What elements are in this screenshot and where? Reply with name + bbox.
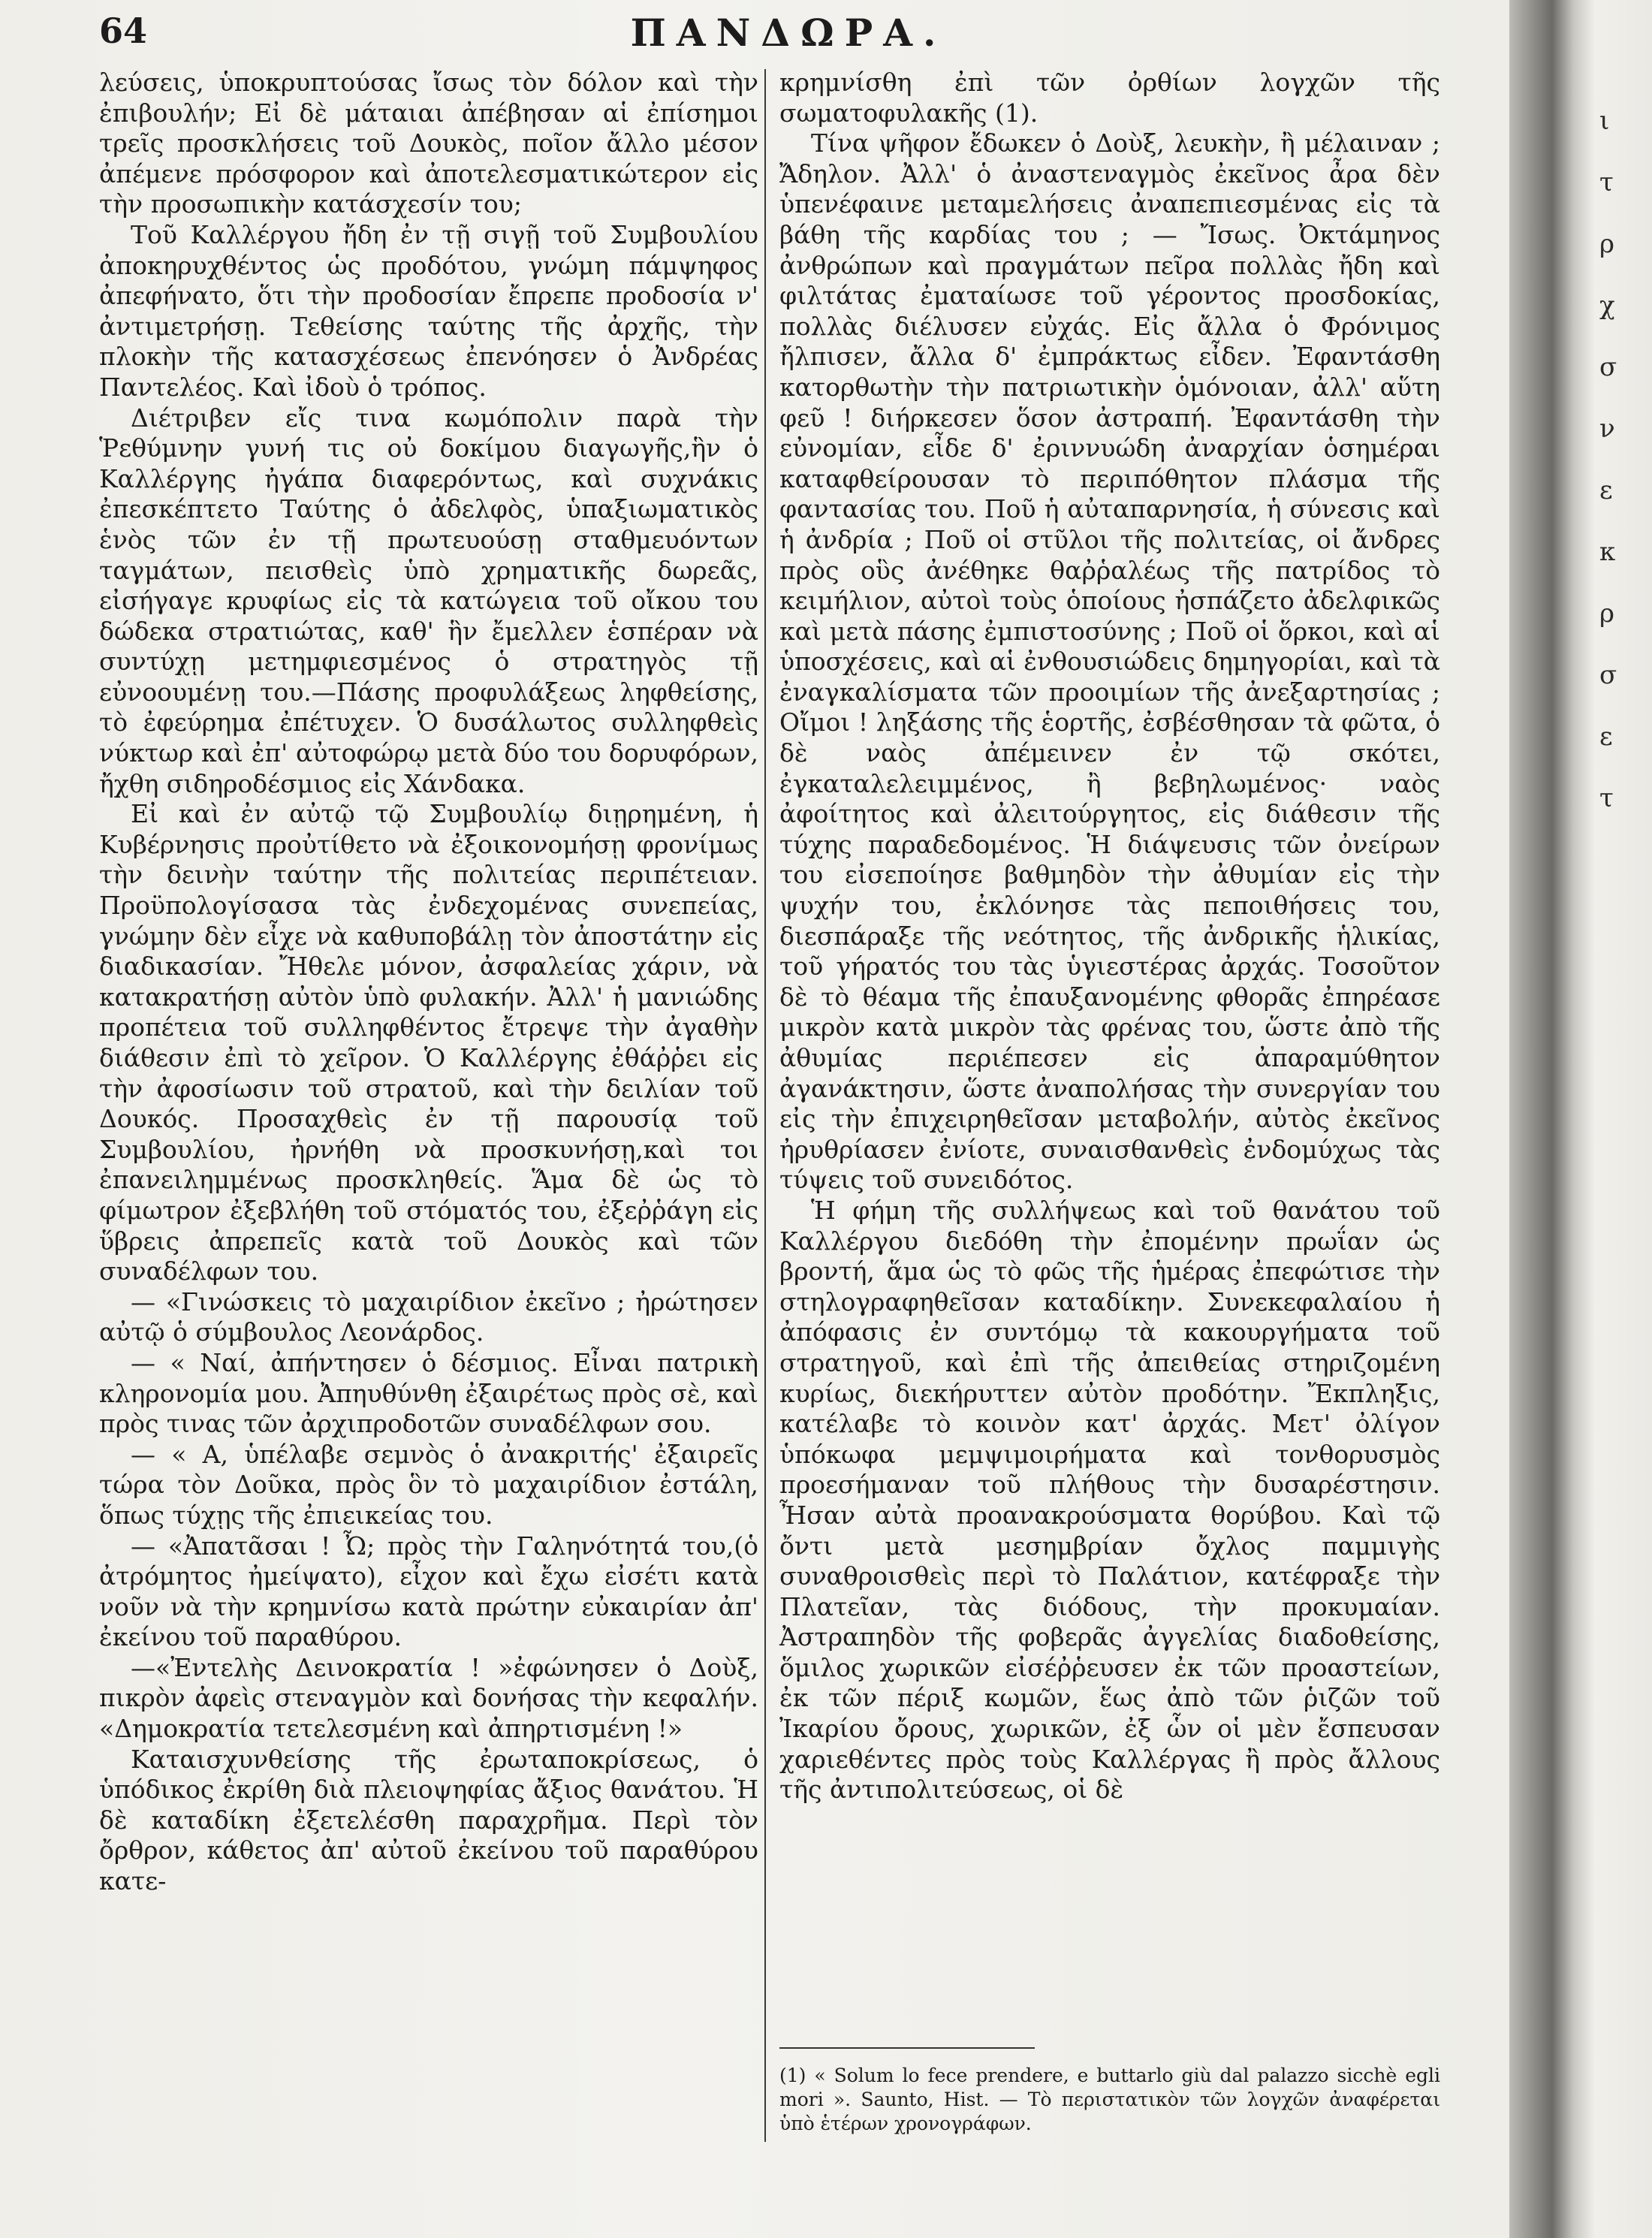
page-header (90, 11, 1487, 63)
edge-letter: τ (1599, 783, 1614, 813)
footnote-rule (779, 2047, 1035, 2049)
column-divider (764, 69, 766, 2142)
edge-letter: ρ (1599, 229, 1614, 259)
edge-letter: ε (1599, 722, 1613, 752)
left-column (99, 68, 758, 1897)
left-paragraph-2: Τοῦ Καλλέργου ἤδη ἐν τῇ σιγῇ τοῦ Συμβουλίου ἀποκηρυχθέντος ὡς προδότου, γνώμη πάμψηφος ἀπεφήνατο, ὅτι τὴν προδοσίαν ἔπρεπε προδοσία ν' ἀντιμετρήσῃ. Τεθείσης ταύτης τῆς ἀρχῆς, τὴν πλοκὴν τῆς κατασχέσεως ἐπενόησεν ὁ Ἀνδρέας Παντελέος. Καὶ ἰδοὺ ὁ τρόπος. (99, 219, 758, 402)
edge-letter: ι (1599, 106, 1610, 136)
footnotes (779, 2064, 1440, 2136)
left-paragraph-3: Διέτριβεν εἴς τινα κωμόπολιν παρὰ τὴν Ῥεθύμνην γυνή τις οὐ δοκίμου διαγωγῆς,ἣν ὁ Καλλέργης ἠγάπα διαφερόντως, καὶ συχνάκις ἐπεσκέπτετο Ταύτης ὁ ἀδελφὸς, ὑπαξιωματικὸς ἑνὸς τῶν ἐν τῇ πρωτευούσῃ σταθμευόντων ταγμάτων, πεισθεὶς ὑπὸ χρηματικῆς δωρεᾶς, εἰσήγαγε κρυφίως εἰς τὰ κατώγεια τοῦ οἴκου του δώδεκα στρατιώτας, καθ' ἣν ἔμελλεν ἑσπέραν νὰ συντύχῃ μετημφιεσμένος ὁ στρατηγὸς τῇ εὐνοουμένῃ του.—Πάσης προφυλάξεως ληφθείσης, τὸ ἐφεύρημα ἐπέτυχεν. Ὁ δυσάλωτος συλληφθεὶς νύκτωρ καὶ ἐπ' αὐτοφώρῳ μετὰ δύο του δορυφόρων, ἤχθη σιδηροδέσμιος εἰς Χάνδακα. (99, 403, 758, 798)
edge-letter: ε (1599, 475, 1613, 505)
edge-letter: σ (1599, 660, 1617, 690)
edge-letter: κ (1599, 537, 1616, 567)
right-paragraph-1: κρημνίσθη ἐπὶ τῶν ὀρθίων λογχῶν τῆς σωματοφυλακῆς (1). (779, 68, 1440, 128)
facing-page-edge (1599, 90, 1644, 829)
left-paragraph-1: λεύσεις, ὑποκρυπτούσας ἴσως τὸν δόλον καὶ τὴν ἐπιβουλήν; Εἰ δὲ μάταιαι ἀπέβησαν αἱ ἐπίσημοι τρεῖς προσκλήσεις τοῦ Δουκὸς, ποῖον ἄλλο μέσον ἀπέμενε πρόσφορον καὶ ἀποτελεσματικώτερον εἰς τὴν προσωπικὴν κατάσχεσίν του; (99, 68, 758, 219)
left-paragraph-5: Καταισχυνθείσης τῆς ἐρωταποκρίσεως, ὁ ὑπόδικος ἐκρίθη διὰ πλειοψηφίας ἄξιος θανάτου. Ἡ δὲ καταδίκη ἐξετελέσθη παραχρῆμα. Περὶ τὸν ὄρθρον, κάθετος ἀπ' αὐτοῦ ἐκείνου τοῦ παραθύρου κατε- (99, 1744, 758, 1896)
right-paragraph-2: Τίνα ψῆφον ἔδωκεν ὁ Δοὺξ, λευκὴν, ἢ μέλαιναν ; Ἄδηλον. Ἀλλ' ὁ ἀναστεναγμὸς ἐκεῖνος ἆρα δὲν ὑπενέφαινε μεταμελήσεις ἀναπεπιεσμένας εἰς τὰ βάθη τῆς καρδίας του ; — Ἴσως. Ὀκτάμηνος ἀνθρώπων καὶ πραγμάτων πεῖρα πολλὰς ἤδη καὶ φιλτάτας ἐματαίωσε τοῦ γέροντος προσδοκίας, πολλὰς διέλυσεν εὐχάς. Εἰς ἄλλα ὁ Φρόνιμος ἤλπισεν, ἄλλα δ' ἐμπράκτως εἶδεν. Ἐφαντάσθη κατορθωτὴν τὴν πατριωτικὴν ὁμόνοιαν, ἀλλ' αὕτη φεῦ ! διήρκεσεν ὅσον ἀστραπή. Ἐφαντάσθη τὴν εὐνομίαν, εἶδε δ' ἐριννυώδη ἀναρχίαν ὁσημέραι καταφθείρουσαν τὸ περιπόθητον πλάσμα τῆς φαντασίας του. Ποῦ ἡ αὐταπαρνησία, ἡ σύνεσις καὶ ἡ ἀνδρία ; Ποῦ οἱ στῦλοι τῆς πολιτείας, οἱ ἄνδρες πρὸς οὓς ἀνέθηκε θαῤῥαλέως τῆς πατρίδος τὸ κειμήλιον, αὐτοὶ τοὺς ὁποίους ἠσπάζετο ἀδελφικῶς καὶ μετὰ πάσης ἐμπιστοσύνης ; Ποῦ οἱ ὅρκοι, καὶ αἱ ὑποσχέσεις, καὶ αἱ ἐνθουσιώδεις δημηγορίαι, καὶ τὰ ἐναγκαλίσματα τῶν προοιμίων τῆς ἀνεξαρτησίας ; Οἴμοι ! ληξάσης τῆς ἑορτῆς, ἐσβέσθησαν τὰ φῶτα, ὁ δὲ ναὸς ἀπέμεινεν ἐν τῷ σκότει, ἐγκαταλελειμμένος, ἢ βεβηλωμένος· ναὸς ἀφοίτητος καὶ ἀλειτούργητος, εἰς διάθεσιν τῆς τύχης παραδεδομένος. Ἡ διάψευσις τῶν ὀνείρων του εἰσεποίησε βαθμηδὸν τὴν ἀθυμίαν εἰς τὴν ψυχήν του, ἐκλόνησε τὰς πεποιθήσεις του, διεσπάραξε τῆς νεότητος, τῆς ἀνδρικῆς ἡλικίας, τοῦ γήρατός του τὰς ὑγιεστέρας ἀρχάς. Τοσοῦτον δὲ τὸ θέαμα τῆς ἐπαυξανομένης φθορᾶς ἐπηρέασε μικρὸν κατὰ μικρὸν τὰς φρένας του, ὥστε ἀπὸ τῆς ἀθυμίας περιέπεσεν εἰς ἀπαραμύθητον ἀγανάκτησιν, ὥστε ἀναπολήσας τὴν συνεργίαν του εἰς τὴν ἐπιχειρηθεῖσαν μεταβολήν, αὐτὸς ἐκεῖνος ἠρυθρίασεν ἐνίοτε, συναισθανθεὶς ἐνδομύχως τὰς τύψεις τοῦ συνειδότος. (779, 128, 1440, 1195)
footnote-1: (1) « Solum lo fece prendere, e buttarlo giù dal palazzo sicchè egli mori ». Saunto, Hist. — Τὸ περιστατικὸν τῶν λογχῶν ἀναφέρεται ὑπὸ ἑτέρων χρονογράφων. (779, 2065, 1440, 2134)
left-dialogue-2: — « Ναί, ἀπήντησεν ὁ δέσμιος. Εἶναι πατρικὴ κληρονομία μου. Ἀπηυθύνθη ἐξαιρέτως πρὸς σὲ, καὶ πρὸς τινας τῶν ἀρχιπροδοτῶν συναδέλφων σου. (99, 1347, 758, 1439)
left-dialogue-1: — «Γινώσκεις τὸ μαχαιρίδιον ἐκεῖνο ; ἠρώτησεν αὐτῷ ὁ σύμβουλος Λεονάρδος. (99, 1286, 758, 1347)
edge-letter: ν (1599, 414, 1615, 444)
left-paragraph-4: Εἰ καὶ ἐν αὐτῷ τῷ Συμβουλίῳ διῃρημένη, ἡ Κυβέρνησις προὐτίθετο νὰ ἐξοικονομήσῃ φρονίμως τὴν δεινὴν ταύτην τῆς πολιτείας περιπέτειαν. Προϋπολογίσασα τὰς ἐνδεχομένας συνεπείας, γνώμην δὲν εἶχε νὰ καθυποβάλῃ τὸν ἀποστάτην εἰς διαδικασίαν. Ἤθελε μόνον, ἀσφαλείας χάριν, νὰ κατακρατήσῃ αὐτὸν ὑπὸ φυλακήν. Ἀλλ' ἡ μανιώδης προπέτεια τοῦ συλληφθέντος ἔτρεψε τὴν ἀγαθὴν διάθεσιν ἐπὶ τὸ χεῖρον. Ὁ Καλλέργης ἐθάῤῥει εἰς τὴν ἀφοσίωσιν τοῦ στρατοῦ, καὶ τὴν δειλίαν τοῦ Δουκός. Προσαχθεὶς ἐν τῇ παρουσίᾳ τοῦ Συμβουλίου, ἠρνήθη νὰ προσκυνήσῃ,καὶ τοι ἐπανειλημμένως προσκληθείς. Ἅμα δὲ ὡς τὸ φίμωτρον ἐξεβλήθη τοῦ στόματός του, ἐξεῤῥάγη εἰς ὕβρεις ἀπρεπεῖς κατὰ τοῦ Δουκὸς καὶ τῶν συναδέλφων του. (99, 799, 758, 1286)
page-number: 64 (99, 11, 148, 51)
right-column (779, 68, 1440, 1805)
right-paragraph-3: Ἡ φήμη τῆς συλλήψεως καὶ τοῦ θανάτου τοῦ Καλλέργου διεδόθη τὴν ἐπομένην πρωΐαν ὡς βροντή, ἅμα ὡς τὸ φῶς τῆς ἡμέρας ἐπεφώτισε τὴν στηλογραφηθεῖσαν καταδίκην. Συνεκεφαλαίου ἡ ἀπόφασις ἐν συντόμῳ τὰ κακουργήματα τοῦ στρατηγοῦ, καὶ ἐπὶ τῆς ἀπειθείας στηριζομένη κυρίως, διεκήρυττεν αὐτὸν προδότην. Ἔκπληξις, κατέλαβε τὸ κοινὸν κατ' ἀρχάς. Μετ' ὀλίγον ὑπόκωφα μεμψιμοιρήματα καὶ τονθορυσμὸς προεσήμαναν τοῦ πλήθους τὴν δυσαρέστησιν. Ἦσαν αὐτὰ προανακρούσματα θορύβου. Καὶ τῷ ὄντι μετὰ μεσημβρίαν ὄχλος παμμιγὴς συναθροισθεὶς περὶ τὸ Παλάτιον, κατέφραξε τὴν Πλατεῖαν, τὰς διόδους, τὴν προκυμαίαν. Ἀστραπηδὸν τῆς φοβερᾶς ἀγγελίας διαδοθείσης, ὅμιλος χωρικῶν εἰσέῤῥευσεν ἐκ τῶν προαστείων, ἐκ τῶν πέριξ κωμῶν, ἕως ἀπὸ τῶν ῥιζῶν τοῦ Ἰκαρίου ὄρους, χωρικῶν, ἐξ ὧν οἱ μὲν ἔσπευσαν χαριεθέντες πρὸς τοὺς Καλλέργας ἢ πρὸς ἄλλους τῆς ἀντιπολιτεύσεως, οἱ δὲ (779, 1195, 1440, 1805)
edge-letter: σ (1599, 352, 1617, 382)
left-dialogue-5: —«Ἐντελὴς Δεινοκρατία ! »ἐφώνησεν ὁ Δοὺξ, πικρὸν ἀφεὶς στεναγμὸν καὶ δονήσας τὴν κεφαλήν. «Δημοκρατία τετελεσμένη καὶ ἀπηρτισμένη !» (99, 1652, 758, 1744)
edge-letter: τ (1599, 167, 1614, 198)
left-dialogue-4: — «Ἀπατᾶσαι ! Ὦ; πρὸς τὴν Γαληνότητά του,(ὁ ἀτρόμητος ἠμείψατο), εἶχον καὶ ἔχω εἰσέτι κατὰ νοῦν νὰ τὴν κρημνίσω κατὰ πρώτην εὐκαιρίαν ἀπ' ἐκείνου τοῦ παραθύρου. (99, 1531, 758, 1652)
left-dialogue-3: — « Α, ὑπέλαβε σεμνὸς ὁ ἀνακριτής' ἐξαιρεῖς τώρα τὸν Δοῦκα, πρὸς ὃν τὸ μαχαιρίδιον ἐστάλη, ὅπως τύχῃς τῆς ἐπιεικείας του. (99, 1439, 758, 1530)
edge-letter: ρ (1599, 599, 1614, 629)
edge-letter: χ (1599, 291, 1615, 321)
running-title: ΠΑΝΔΩΡΑ. (630, 11, 947, 55)
